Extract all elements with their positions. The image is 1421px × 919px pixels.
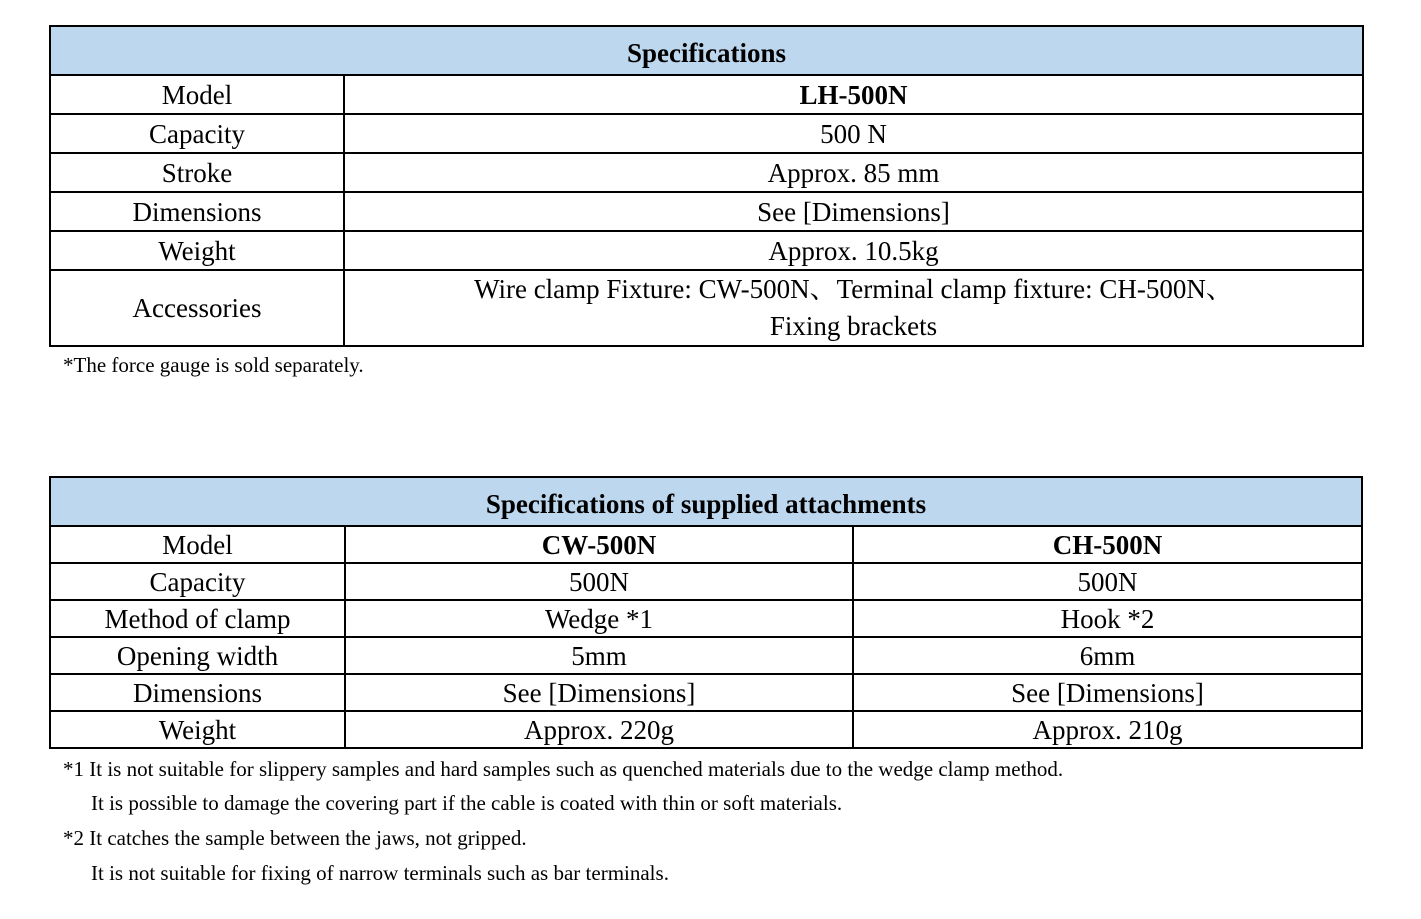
ch-opening-width: 6mm [853,637,1362,674]
attachments-table [49,476,1363,749]
row-label-method: Method of clamp [50,600,345,637]
row-label-dimensions: Dimensions [50,674,345,711]
ch-dimensions: See [Dimensions] [853,674,1362,711]
cw-dimensions: See [Dimensions] [345,674,853,711]
table-row [50,563,1362,600]
table-row [50,114,1363,153]
ch-method: Hook *2 [853,600,1362,637]
row-label-accessories: Accessories [50,270,344,346]
specifications-title: Specifications [50,26,1363,75]
cw-model: CW-500N [345,526,853,563]
table-row [50,526,1362,563]
row-label-weight: Weight [50,231,344,270]
cw-weight: Approx. 220g [345,711,853,748]
row-label-opening-width: Opening width [50,637,345,674]
row-value-weight: Approx. 10.5kg [344,231,1363,270]
row-label-model: Model [50,526,345,563]
ch-weight: Approx. 210g [853,711,1362,748]
row-value-capacity: 500 N [344,114,1363,153]
row-value-model: LH-500N [344,75,1363,114]
table-row [50,192,1363,231]
accessories-line-2: Fixing brackets [769,311,938,341]
specifications-table [49,25,1364,347]
table-row [50,270,1363,346]
row-label-weight: Weight [50,711,345,748]
attachments-title: Specifications of supplied attachments [50,477,1362,526]
footnote-2-continued: It is not suitable for fixing of narrow terminals such as bar terminals. [91,861,669,885]
accessories-line-1: Wire clamp Fixture: CW-500N、Terminal clamp fixture: CH-500N、 [474,274,1233,304]
table-row [50,75,1363,114]
cw-opening-width: 5mm [345,637,853,674]
table-row [50,637,1362,674]
row-value-accessories [344,270,1363,346]
row-label-stroke: Stroke [50,153,344,192]
cw-capacity: 500N [345,563,853,600]
footnote-1: *1 It is not suitable for slippery samples and hard samples such as quenched materials due to the wedge clamp method. [63,757,1064,781]
footnote-1-continued: It is possible to damage the covering part if the cable is coated with thin or soft materials. [91,791,843,815]
table-row [50,231,1363,270]
row-label-capacity: Capacity [50,114,344,153]
row-value-dimensions: See [Dimensions] [344,192,1363,231]
ch-capacity: 500N [853,563,1362,600]
row-label-dimensions: Dimensions [50,192,344,231]
table-row [50,153,1363,192]
row-label-model: Model [50,75,344,114]
force-gauge-note: *The force gauge is sold separately. [63,353,364,377]
footnote-2: *2 It catches the sample between the jaws, not gripped. [63,826,527,850]
table-row [50,600,1362,637]
row-label-capacity: Capacity [50,563,345,600]
table-row [50,711,1362,748]
row-value-stroke: Approx. 85 mm [344,153,1363,192]
ch-model: CH-500N [853,526,1362,563]
table-row [50,674,1362,711]
cw-method: Wedge *1 [345,600,853,637]
